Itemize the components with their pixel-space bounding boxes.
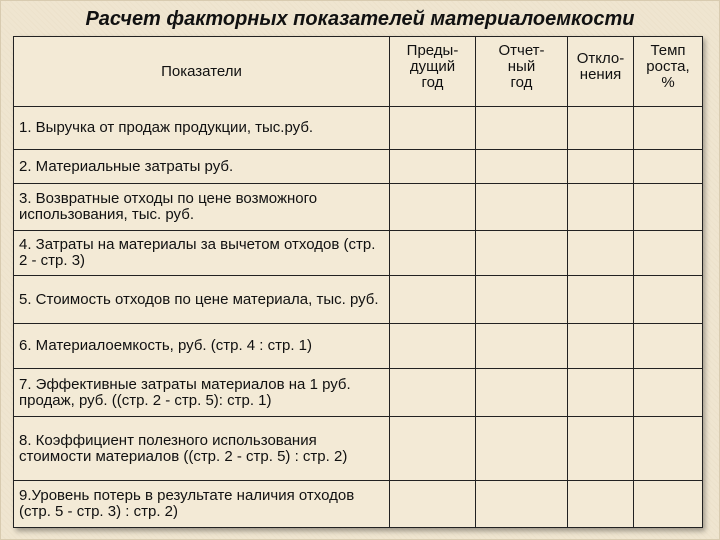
data-table-container [13,36,702,528]
cell-reporting-year [476,369,568,417]
header-deviation-label: Откло- нения [576,50,625,83]
row-label: 3. Возвратные отходы по цене возможного использования, тыс. руб. [14,184,390,231]
cell-reporting-year [476,416,568,481]
header-growth-rate [634,37,703,107]
table-row [14,230,703,275]
row-label: 6. Материалоемкость, руб. (стр. 4 : стр. 1) [14,323,390,368]
cell-reporting-year [476,481,568,528]
cell-growth-rate [634,230,703,275]
cell-previous-year [390,276,476,324]
cell-reporting-year [476,276,568,324]
cell-previous-year [390,481,476,528]
indicators-table [13,36,703,528]
table-row [14,184,703,231]
cell-growth-rate [634,150,703,184]
cell-deviation [568,369,634,417]
cell-reporting-year [476,150,568,184]
cell-previous-year [390,150,476,184]
cell-reporting-year [476,230,568,275]
cell-previous-year [390,369,476,417]
cell-previous-year [390,416,476,481]
header-previous-year-label: Преды- дущий год [406,42,459,91]
header-reporting-year [476,37,568,107]
table-row [14,107,703,150]
cell-previous-year [390,323,476,368]
row-label: 5. Стоимость отходов по цене материала, тыс. руб. [14,276,390,324]
header-growth-rate-label: Темп роста, % [646,42,690,91]
header-previous-year [390,37,476,107]
row-label: 9.Уровень потерь в результате наличия отходов (стр. 5 - стр. 3) : стр. 2) [14,481,390,528]
row-label: 2. Материальные затраты руб. [14,150,390,184]
row-label: 1. Выручка от продаж продукции, тыс.руб. [14,107,390,150]
cell-deviation [568,323,634,368]
cell-deviation [568,481,634,528]
cell-deviation [568,276,634,324]
cell-previous-year [390,107,476,150]
cell-deviation [568,416,634,481]
table-row [14,369,703,417]
table-row [14,481,703,528]
cell-growth-rate [634,369,703,417]
cell-growth-rate [634,416,703,481]
cell-reporting-year [476,184,568,231]
cell-growth-rate [634,276,703,324]
cell-growth-rate [634,107,703,150]
cell-deviation [568,107,634,150]
cell-previous-year [390,230,476,275]
row-label: 7. Эффективные затраты материалов на 1 руб. продаж, руб. ((стр. 2 - стр. 5): стр. 1) [14,369,390,417]
table-row [14,276,703,324]
header-deviation [568,37,634,107]
table-row [14,416,703,481]
cell-growth-rate [634,184,703,231]
row-label: 8. Коэффициент полезного использования стоимости материалов ((стр. 2 - стр. 5) : стр. 2) [14,416,390,481]
row-label: 4. Затраты на материалы за вычетом отходов (стр. 2 - стр. 3) [14,230,390,275]
header-indicators: Показатели [14,37,390,107]
cell-previous-year [390,184,476,231]
cell-growth-rate [634,481,703,528]
cell-growth-rate [634,323,703,368]
header-reporting-year-label: Отчет- ный год [498,42,545,91]
page-title: Расчет факторных показателей материалоемкости [85,8,635,30]
cell-reporting-year [476,107,568,150]
table-row [14,323,703,368]
cell-reporting-year [476,323,568,368]
table-row [14,150,703,184]
cell-deviation [568,150,634,184]
cell-deviation [568,184,634,231]
cell-deviation [568,230,634,275]
